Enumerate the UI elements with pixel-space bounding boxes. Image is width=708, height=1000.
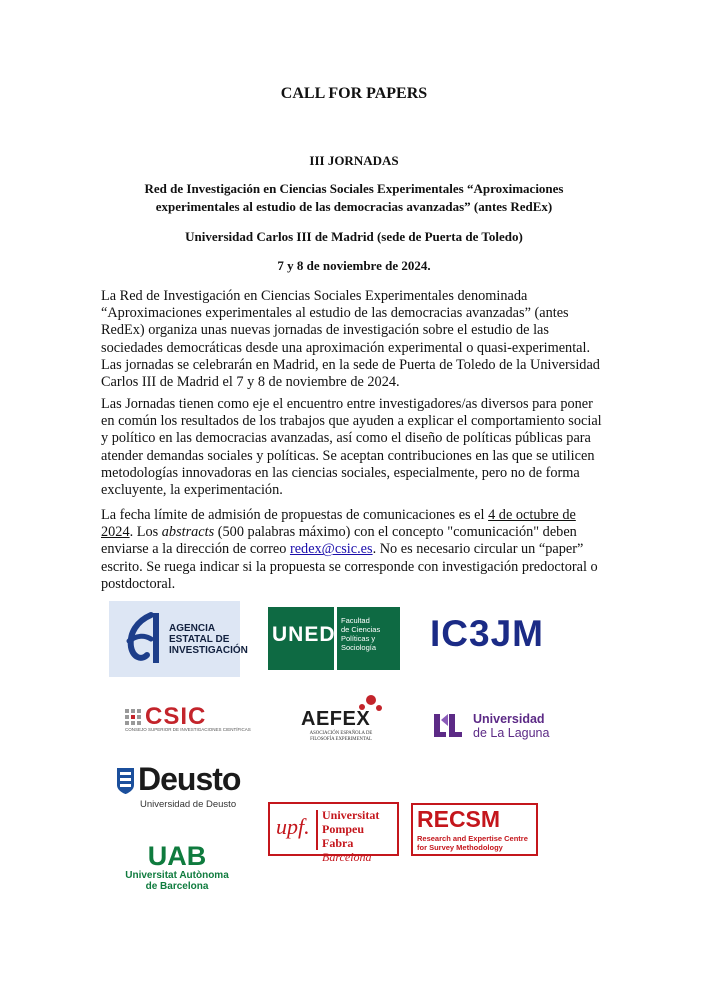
- uned-logo: [268, 607, 400, 670]
- csic-subtitle: CONSEJO SUPERIOR DE INVESTIGACIONES CIENTÍFICAS: [125, 727, 251, 732]
- uab-name: UAB: [147, 841, 207, 871]
- upf-text: [322, 808, 397, 864]
- aefex-subtitle: [285, 731, 397, 742]
- deusto-name: Deusto: [138, 761, 241, 797]
- ull-line2: de La Laguna: [473, 726, 550, 740]
- uned-fac-line1: Facultad: [341, 616, 370, 625]
- aei-line3: INVESTIGACIÓN: [169, 645, 248, 656]
- aei-line2: ESTATAL DE: [169, 634, 230, 645]
- uned-faculty-text: [341, 616, 380, 652]
- ull-mark-icon: [432, 712, 464, 739]
- csic-name: CSIC: [145, 703, 207, 730]
- aefex-sub-line2: FILOSOFÍA EXPERIMENTAL: [310, 736, 372, 742]
- upf-divider: [316, 810, 318, 850]
- deadline-text-a: La fecha límite de admisión de propuestas de comunicaciones es el: [101, 507, 489, 523]
- paragraph-deadline: [101, 507, 607, 593]
- recsm-name: RECSM: [417, 806, 501, 832]
- paragraph-goals: Las Jornadas tienen como eje el encuentro entre investigadores/as diversos para poner en común los resultados de los trabajos que ayuden a explicar el comportamiento social y político en las democracias avanzadas, así como el diseño de políticas públicas para atender demandas sociales y políticas. Se aceptan contribuciones en las que se utilicen metodologías innovadoras en las ciencias sociales, especialmente, pero no de forma excluyente, la experimentación.: [101, 396, 602, 499]
- aei-line1: AGENCIA: [169, 623, 216, 634]
- upf-line3: Barcelona: [322, 850, 372, 864]
- email-link[interactable]: redex@csic.es: [289, 541, 373, 558]
- recsm-subtitle: [417, 835, 528, 852]
- uned-name-box: [268, 607, 334, 670]
- deusto-shield-icon: [116, 767, 135, 795]
- upf-mark: upf.: [276, 814, 310, 839]
- deusto-logo: [116, 761, 250, 811]
- ull-line1: Universidad: [473, 712, 545, 726]
- uned-fac-line2: de Ciencias: [341, 625, 381, 634]
- upf-logo: [268, 802, 399, 864]
- abstracts-term: abstracts: [161, 524, 215, 541]
- recsm-sub-line1: Research and Expertise Centre: [417, 834, 528, 843]
- deadline-text-d: . No es necesario circular un “paper” escrito. Se ruega indicar si la propuesta se corresponde con investigación predoctoral o postdoctoral.: [101, 541, 598, 592]
- recsm-sub-line2: for Survey Methodology: [417, 842, 503, 852]
- ull-text: [473, 712, 549, 740]
- aei-logo: [109, 601, 248, 677]
- uab-logo: [117, 842, 237, 894]
- page-title: CALL FOR PAPERS: [280, 85, 428, 102]
- network-heading: [110, 180, 598, 216]
- uned-name: UNED: [272, 623, 336, 646]
- deadline-date: 4 de octubre de 2024: [101, 507, 576, 541]
- deadline-text-b: . Los: [129, 524, 162, 541]
- ic3jm-logo: IC3JM: [430, 613, 544, 654]
- uned-fac-line4: Sociología: [341, 643, 377, 652]
- aefex-sub-line1: ASOCIACIÓN ESPAÑOLA DE: [309, 731, 373, 736]
- ull-logo: [432, 710, 556, 742]
- aei-mark-icon: [117, 611, 163, 667]
- aefex-logo: [285, 695, 397, 743]
- deadline-text-c: (500 palabras máximo) con el concepto "comunicación" deben enviarse a la dirección de correo: [101, 524, 577, 558]
- aefex-name: AEFEX: [301, 708, 371, 730]
- network-heading-line2: experimentales al estudio de las democracias avanzadas” (antes RedEx): [155, 199, 553, 214]
- recsm-logo: [411, 803, 538, 856]
- paragraph-intro: La Red de Investigación en Ciencias Sociales Experimentales denominada “Aproximaciones experimentales al estudio de las democracias avanzadas” (antes RedEx) organiza unas nuevas jornadas de investigación sobre el estudio de las sociedades democráticas desde una aproximación experimental o quasi-experimental. Las jornadas se celebrarán en Madrid, en la sede de Puerta de Toledo de la Universidad Carlos III de Madrid el 7 y 8 de noviembre de 2024.: [101, 288, 600, 391]
- uab-sub-line2: de Barcelona: [145, 881, 209, 892]
- dates-heading: 7 y 8 de noviembre de 2024.: [277, 258, 431, 273]
- upf-line1: Universitat: [322, 808, 380, 822]
- deusto-subtitle: Universidad de Deusto: [140, 799, 237, 810]
- csic-grid-icon: [125, 709, 141, 725]
- network-heading-line1: Red de Investigación en Ciencias Sociales Experimentales “Aproximaciones: [144, 181, 564, 196]
- upf-line2: Pompeu Fabra: [322, 822, 364, 850]
- uned-fac-line3: Políticas y: [341, 634, 376, 643]
- uab-sub-line1: Universitat Autònoma: [125, 870, 229, 881]
- aei-text: [169, 623, 248, 656]
- csic-logo: [125, 703, 251, 735]
- edition-heading: III JORNADAS: [309, 153, 399, 168]
- venue-heading: Universidad Carlos III de Madrid (sede de Puerta de Toledo): [185, 229, 523, 244]
